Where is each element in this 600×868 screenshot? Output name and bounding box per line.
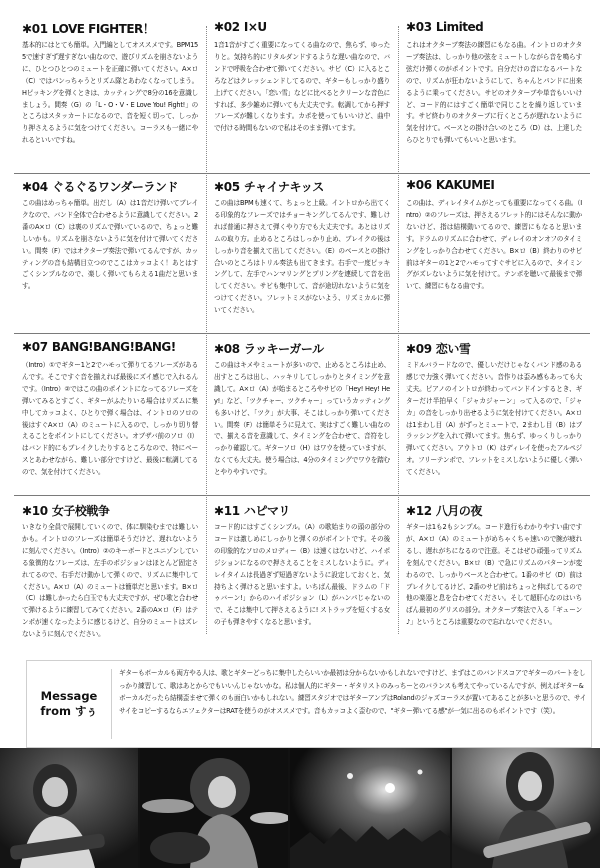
column-divider — [206, 26, 207, 634]
song-notes: この曲は、ディレイタイムがとっても重要になってくる曲。（Intro）②のフレーズは、押さえるフレット的にはそんなに動かないけど、指は結構動いてるので、練習にもなると思います。ドラムのリズムに合わせて、ディレイのオンオフのタイミングをしっかり合わせてください。B×ロ（B）終わりのサビ前はギターの1と2でハモってすぐサビに入るので、タイミングがズレないように気を付けて。テンポを聴いて最後まで弾いて、練習にもなる曲です。 — [406, 199, 582, 291]
song-number: ✱09 — [406, 342, 432, 356]
song-notes: これはオクターブ奏法の練習にもなる曲。イントロのオクターブ奏法は、しっかり他の弦をミュートしながら音を鳴らす弦だけ弾くのがポイントです。自分だけの音になるパートなので、リズムが狂わないようにして、ちゃんとパンドに出来るように乗ってください。サビのオクターブや単音もいいけど、コード的にはすごく簡単で同じことを繰り返しています。サビ終わりのオクターブに行くところが遅れないように気を付けて。ベースとの掛け合いのところ（D）は、上達したらひとりでも弾いてもいいと思います。 — [406, 41, 582, 145]
song-notes: ミドルバラードなので、優しいだけじゃなくバンド感のある感じで力強く弾いてください。音作りは歪み感もあっても大丈夫。ピアノのイントロが終わってバンドインするとき、ギターだけ半拍早く「ジャカジャーン」って入るので、「ジャカ」の音をしっかり出せるように気を付けてください。A×ロは1まわし目（A）がずっとミュートで、2まわし目（B）はブラッシングを入れて弾いてます。焦らず、ゆっくりしっかり弾いてください。アウトロ（K）はディレイを使ったアルペジオ。フリーテンポで、フレットをミスしないように優しく弾いてください。 — [406, 361, 582, 477]
message-separator — [111, 669, 112, 739]
song-entry-06 — [406, 178, 582, 338]
song-title: ラッキーガール — [243, 342, 324, 356]
song-notes: いきなり全員で展開していくので、体に馴染むまでは難しいかも。イントロのフレーズは簡単そうだけど、遅れないように刻んでください。（Intro）②のキーボードとユニゾンしている象徴的なフレーズは、左手のポジションはほとんど固定されてるので、右手だけ動かして弾くので、リズムに集中してください。A×ロ（A）のミュートは簡単だと思います。B×ロ（C）は難しかったら白玉でも大丈夫ですが、ぜひ歌と合わせて弾けるように練習してみてください。2番のA×ロ（F）はテンポが速くなったように感じるけど、自分のミュートはズレないように刻んでください。 — [22, 523, 198, 639]
song-title: KAKUMEI — [435, 178, 495, 192]
song-notes: 1音1音がすごく重要になってくる曲なので、焦らず、ゆったりと。気持ち的にリタルダンドするような遅い曲なので、バンドで呼吸を合わせて弾いてください。サビ（C）に入るところなどはクレッシェンドしてるので、ギターもしっかり盛り上げてください。「恋い雪」などに比べるとクリーンな音色にすれば、多少雑めに弾いても大丈夫です。転調してから押すフレーズが難しくなります。カポを使ってもいいけど、曲中で付ける時間もないので私はそのまま弾いてます。 — [214, 41, 390, 133]
row-divider — [14, 495, 590, 496]
song-number: ✱02 — [214, 20, 240, 34]
song-notes: 基本的にはとても簡単。入門編としてオススメです。BPM155で速すぎず遅すぎない曲なので、遊びリズムを崩さないように、ひとつひとつのミュートを正確に弾いてください。A×ロ（C）ではパンっちゃうとリズム隊とあわなくなってしまう。Hピッキングを弾くときは、カッティングで8分の16を意識しましょう。間奏（G）の「L・O・V・E Love You! Fight!」のところはスタッカートになるので、音を短く切って、しっかり押さえるように気をつけてください。コーラスも一緒にやれるといいですね。 — [22, 41, 198, 145]
song-entry-12 — [406, 502, 582, 650]
song-number: ✱06 — [406, 178, 432, 192]
song-entry-04 — [22, 178, 198, 338]
song-notes: （Intro）①でギター1と2でハモって弾りてるフレーズがあるんです。そこですぐ音を揃えれば最後にズイ感じで入れるんです。（Intro）②ではこの曲のポイントになってるフレーズを弾いてみるとすごく、ギターがふたりいる場合はリズムに集中してカッコよく、ひとりで弾く場合は、イントロのソロの後はすぐA×ロ（A）のミュートに入るので、しっかり切り替えることをポイントにしてください。オブザバ前のソロ（I）はバンド的にもブレイクしたりするところなので、特にベースとあわせながら、難しい部分ですけど、最後に転調してるので、気を付けてください。 — [22, 361, 198, 477]
song-number: ✱05 — [214, 180, 240, 194]
song-title: 八月の夜 — [435, 504, 482, 518]
song-entry-01 — [22, 20, 198, 175]
song-notes: この曲はめっちゃ簡単。出だし（A）は1音だけ弾いてブレイクなので、バンド全体で合わせるように意識してください。2番のA×ロ（C）は裏のリズムで弾いているので、ちょっと難しいかも。リズムを崩さないように気を付けて弾いてください。間奏（F）ではオクターブ奏法で弾いてるんですが、カッティングの音も結構目立つのでここはカッコよく！あとはすごくシンプルなので、楽しく弾いてもらえる1曲だと思います。 — [22, 199, 198, 291]
song-title: BANG!BANG!BANG! — [51, 340, 176, 354]
song-number: ✱04 — [22, 180, 48, 194]
song-title: ハピマリ — [243, 504, 290, 518]
song-entry-07 — [22, 340, 198, 512]
song-title: ぐるぐるワンダーランド — [51, 180, 178, 194]
song-notes: コード的にはすごくシンプル。（A）の歌始まりの頭の部分のコードは激しめにしっかりと弾くのがポイントです。その後の印象的なソロのメロディー（B）は速くはないけど、ハイポジションになるので押さえることをミスしないように。ディレイタイムは長過ぎず短過ぎないように設定しておくと、気持ちよく弾けると思いますよ。いちばん最後、ドラムの「ドゥバーン!」からのハイポジション（L）がハンパじゃないので、そこは集中して押さえるように! ストラップを短くする女の子も弾きやすくなると思います。 — [214, 523, 390, 627]
song-entry-10 — [22, 502, 198, 650]
song-entry-08 — [214, 340, 390, 512]
song-notes: この曲はBPMも速くて、ちょっと上級。イントロから出てくる印象的なフレーズではチョーキングしてるんです、難しければ普通に押さえて弾くやり方でも大丈夫です。あとはリズムの取り方。止めるところはしっかり止め、ブレイクの後はしっかり音を揃えて出してください。（E）のベースとの掛け合いのところはトリル奏法も出てきます。右手で一度ピッキングして、左手でハンマリングとプリングを連続して音を出してください。サビも集中して、音が途切れないように気をつけてください。フレットミスがないよう、リズミカルに弾いてください。 — [214, 199, 390, 315]
photo-crowd — [290, 748, 450, 868]
song-title: Limited — [435, 20, 484, 34]
row-divider — [14, 333, 590, 334]
song-title: 女子校戦争 — [51, 504, 110, 518]
song-entry-05 — [214, 178, 390, 338]
message-label-line2: from すぅ — [40, 704, 98, 718]
song-number: ✱10 — [22, 504, 48, 518]
song-notes: この曲はキメやミュートが多いので、止めるところは止め、出すところは出し、ハッキリしてしっかりとタイミングを意識して。A×ロ（A）が始まるところやサビの「Hey! Hey! Hey!」など、「ツクチャー、ツクチャー」っていうカッティングも多いけど、「ツク」が大事、そこはしっかり弾いてください。間奏（F）は簡単そうに見えて、実はすごく難しい曲なので、揃える音を意識して、タイミングを合わせて、音符をしっかり確認して。ギターソロ（H）はワウを使っていますが、なくても大丈夫。使う場合は、4分のタイミングでワウを踏むとやりやすいです。 — [214, 361, 390, 477]
song-number: ✱03 — [406, 20, 432, 34]
song-entry-11 — [214, 502, 390, 650]
column-divider — [398, 26, 399, 634]
photo-strip — [0, 748, 600, 868]
song-number: ✱12 — [406, 504, 432, 518]
song-number: ✱11 — [214, 504, 240, 518]
song-title: 恋い雪 — [435, 342, 471, 356]
song-number: ✱01 — [22, 22, 48, 36]
message-label-line1: Message — [40, 689, 98, 703]
song-entry-02 — [214, 20, 390, 175]
song-notes: ギターは1も2もシンプル。コード進行もわかりやすい曲ですが、A×ロ（A）のミュートがめちゃくちゃ速いので腕が疲れるし、遅れがちになるので注意。そこはぜひ頑張ってリズムを刻んでください。B×ロ（B）で急にリズムのパターンが変わるので、しっかりベースと合わせて。1番のサビ（D）前はブレイクしてるけど、2番のサビ前はちょっと伸ばしてるので他の楽器と息を合わせてください。そして超肝心なのはいちばん最初のグリスの部分。オクターブ奏法で入る「ギューン♪」というところは重要なので忘れないでください。 — [406, 523, 582, 627]
row-divider — [14, 173, 590, 174]
song-entry-03 — [406, 20, 582, 175]
song-entry-09 — [406, 340, 582, 512]
song-title: I×U — [243, 20, 267, 34]
message-text: ギターもボーカルも両方やる人は、歌とギターどっちに集中したらいいか最初は分からないかもしれないですけど、まずはこのバンドスコアでギターのパートをしっかり練習して、歌はあとからでもいいんじゃないかな。私は個人的にギター・ギタリストのみっちーとのバランスも考えてやっているんですが、例えばギター&ボーカルだったら結構歪ませて弾くのも面白いかもしれない。練習スタジオではギターアンプはRolandのジャズコーラスが置いてあることが多いと思うので、サイサイをコピーするならエフェクターはRATを使うのがオススメです。音もカッコよく歪むので、"ギター弾いてる感"が一気に出るのもポイントです（笑）。 — [119, 669, 587, 715]
photo-guitarist-left — [0, 748, 138, 868]
message-box — [26, 660, 592, 748]
song-title: LOVE FIGHTER！ — [51, 22, 155, 36]
message-label — [27, 661, 111, 747]
song-number: ✱08 — [214, 342, 240, 356]
song-number: ✱07 — [22, 340, 48, 354]
song-title: チャイナキッス — [243, 180, 324, 194]
photo-drummer — [140, 748, 288, 868]
photo-bassist — [452, 748, 600, 868]
